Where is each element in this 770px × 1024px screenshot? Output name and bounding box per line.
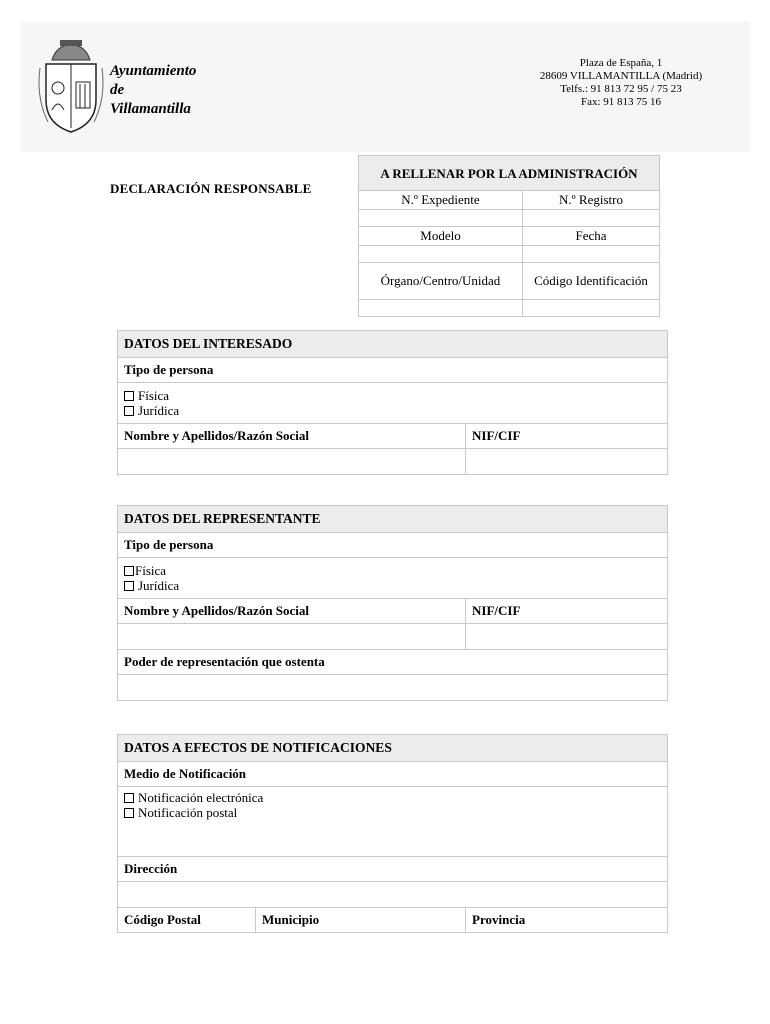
interesado-juridica-label: Jurídica — [138, 403, 180, 418]
representante-nif-field[interactable] — [466, 624, 668, 650]
representante-nif-label: NIF/CIF — [466, 599, 668, 624]
interesado-nif-field[interactable] — [466, 449, 668, 475]
expediente-label: N.º Expediente — [359, 191, 523, 210]
interesado-juridica-option[interactable] — [124, 403, 661, 418]
interesado-tipo-options — [118, 383, 668, 424]
coat-of-arms-logo — [38, 38, 104, 134]
direccion-label: Dirección — [118, 857, 668, 882]
address-line-1: Plaza de España, 1 — [579, 57, 663, 69]
organo-label: Órgano/Centro/Unidad — [359, 263, 523, 300]
representante-heading: DATOS DEL REPRESENTANTE — [118, 506, 668, 533]
representante-fisica-option[interactable] — [124, 563, 661, 578]
notificaciones-heading: DATOS A EFECTOS DE NOTIFICACIONES — [118, 735, 668, 762]
organo-field[interactable] — [359, 300, 523, 317]
interesado-nif-label: NIF/CIF — [466, 424, 668, 449]
modelo-field[interactable] — [359, 246, 523, 263]
org-line-1: Ayuntamiento — [110, 63, 197, 79]
cp-label: Código Postal — [118, 908, 256, 933]
registro-label: N.º Registro — [523, 191, 660, 210]
address-line-4: Fax: 91 813 75 16 — [580, 96, 662, 108]
representante-juridica-label: Jurídica — [138, 578, 180, 593]
interesado-fisica-option[interactable] — [124, 388, 661, 403]
interesado-section — [117, 330, 668, 475]
representante-section — [117, 505, 668, 701]
interesado-heading: DATOS DEL INTERESADO — [118, 331, 668, 358]
representante-poder-label: Poder de representación que ostenta — [118, 650, 668, 675]
checkbox-icon[interactable] — [124, 808, 134, 818]
codigo-field[interactable] — [523, 300, 660, 317]
postal-label: Notificación postal — [138, 805, 238, 820]
representante-juridica-option[interactable] — [124, 578, 661, 593]
administration-box — [358, 155, 660, 317]
interesado-nombre-field[interactable] — [118, 449, 466, 475]
admin-heading: A RELLENAR POR LA ADMINISTRACIÓN — [359, 156, 660, 191]
interesado-fisica-label: Física — [138, 388, 170, 403]
checkbox-icon[interactable] — [124, 391, 134, 401]
modelo-label: Modelo — [359, 227, 523, 246]
expediente-field[interactable] — [359, 210, 523, 227]
fecha-label: Fecha — [523, 227, 660, 246]
notificaciones-section — [117, 734, 668, 933]
interesado-tipo-label: Tipo de persona — [118, 358, 668, 383]
representante-poder-field[interactable] — [118, 675, 668, 701]
representante-fisica-label: Física — [135, 563, 167, 578]
organization-name — [110, 62, 196, 119]
checkbox-icon[interactable] — [124, 406, 134, 416]
address-block — [506, 57, 736, 109]
electronica-label: Notificación electrónica — [138, 790, 264, 805]
representante-tipo-label: Tipo de persona — [118, 533, 668, 558]
fecha-field[interactable] — [523, 246, 660, 263]
medio-label: Medio de Notificación — [118, 762, 668, 787]
checkbox-icon[interactable] — [124, 566, 134, 576]
direccion-field[interactable] — [118, 882, 668, 908]
representante-nombre-label: Nombre y Apellidos/Razón Social — [118, 599, 466, 624]
municipio-label: Municipio — [256, 908, 466, 933]
org-line-3: Villamantilla — [110, 101, 191, 117]
checkbox-icon[interactable] — [124, 793, 134, 803]
document-title: DECLARACIÓN RESPONSABLE — [110, 181, 312, 196]
registro-field[interactable] — [523, 210, 660, 227]
checkbox-icon[interactable] — [124, 581, 134, 591]
electronica-option[interactable] — [124, 790, 661, 805]
medio-options — [118, 787, 668, 857]
interesado-nombre-label: Nombre y Apellidos/Razón Social — [118, 424, 466, 449]
representante-tipo-options — [118, 558, 668, 599]
address-line-2: 28609 VILLAMANTILLA (Madrid) — [539, 70, 703, 82]
provincia-label: Provincia — [466, 908, 668, 933]
postal-option[interactable] — [124, 805, 661, 820]
codigo-label: Código Identificación — [523, 263, 660, 300]
org-line-2: de — [110, 82, 125, 98]
representante-nombre-field[interactable] — [118, 624, 466, 650]
address-line-3: Telfs.: 91 813 72 95 / 75 23 — [560, 83, 682, 95]
